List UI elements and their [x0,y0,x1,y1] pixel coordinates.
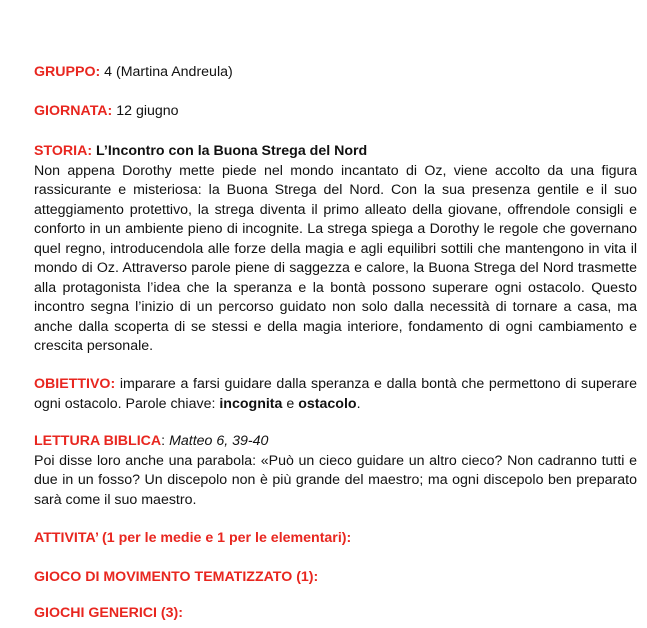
gruppo-label: GRUPPO: [34,64,101,80]
obiettivo-end: . [356,395,361,412]
lettura-reference: Matteo 6, 39-40 [169,433,269,449]
obiettivo-keyword-incognita: incognita [219,395,283,412]
obiettivo-label: OBIETTIVO: [34,376,116,392]
lettura-text: Poi disse loro anche una parabola: «Può un cieco guidare un altro cieco? Non cadranno tutti e due in un fosso? Un discepolo non è più grande del maestro; ma ogni discepolo ben preparato sarà come il suo maestro. [34,452,637,508]
storia-heading [34,142,637,162]
gioco-movimento-heading: GIOCO DI MOVIMENTO TEMATIZZATO (1): [34,569,319,585]
lettura-heading [34,432,637,452]
obiettivo-keyword-ostacolo: ostacolo [298,395,357,412]
lettura-colon: : [161,433,166,449]
storia-label: STORIA: [34,143,93,159]
attivita-heading: ATTIVITA’ (1 per le medie e 1 per le elementari): [34,530,352,546]
gruppo-line [34,63,637,83]
giochi-generici-heading: GIOCHI GENERICI (3): [34,605,183,621]
obiettivo-section [34,375,637,414]
gruppo-value: 4 (Martina Andreula) [104,64,233,80]
lettura-label: LETTURA BIBLICA [34,433,162,449]
storia-section [34,142,637,357]
storia-title: L’Incontro con la Buona Strega del Nord [96,143,368,159]
giornata-label: GIORNATA: [34,103,113,119]
lettura-section [34,432,637,510]
obiettivo-text: imparare a farsi guidare dalla speranza e dalla bontà che permettono di superare ogni ostacolo. Parole chiave: [34,376,637,412]
giornata-value: 12 giugno [116,103,179,119]
giornata-line [34,102,637,122]
storia-text: Non appena Dorothy mette piede nel mondo incantato di Oz, viene accolto da una figura rassicurante e misteriosa: la Buona Strega del Nord. Con la sua presenza gentile e il suo atteggiamento protettivo, la strega diventa il primo alleato della giovane, offrendole consigli e conforto in un ambiente pieno di incognite. La strega spiega a Dorothy le regole che governano quel regno, introducendola alle forze della magia e agli equilibri sottili che mantengono in vita il mondo di Oz. Attraverso parole piene di saggezza e calore, la Buona Strega del Nord trasmette alla protagonista l’idea che la speranza e la bontà possono superare ogni ostacolo. Questo incontro segna l’inizio di un percorso guidato non solo dalla necessità di tornare a casa, ma anche dalla scoperta di se stessi e della magia interiore, fondamento di ogni cambiamento e crescita personale. [34,162,637,354]
obiettivo-conj: e [286,395,295,412]
